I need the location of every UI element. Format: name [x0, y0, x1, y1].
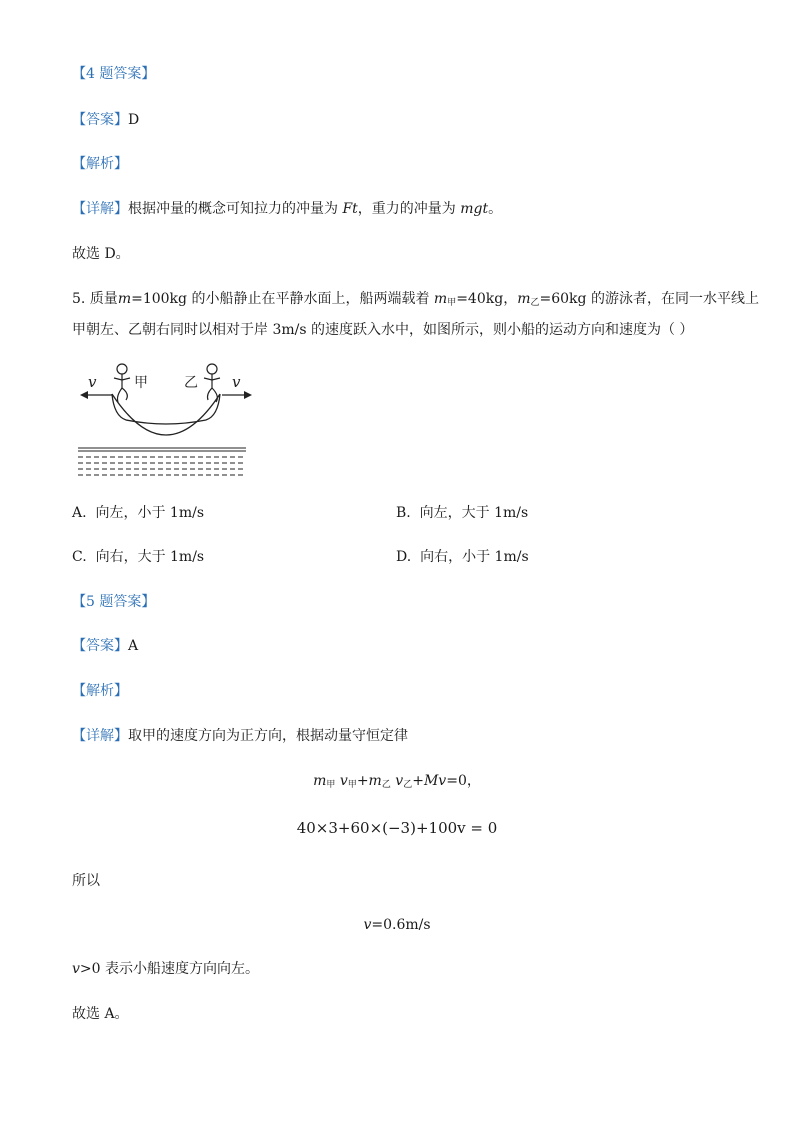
option-b[interactable] [396, 503, 528, 523]
option-b-text: 向左，大于 1m/s [419, 505, 529, 521]
q4-answer-header [72, 64, 155, 84]
swimmer-jia [114, 364, 130, 402]
q5-stem-sub-jia: 甲 [447, 298, 457, 308]
q5-therefore: 所以 [72, 873, 100, 889]
q5-stem-m: m [117, 291, 132, 307]
q5-stem-m-jia: m [433, 291, 448, 307]
option-c[interactable] [72, 547, 204, 567]
q4-detail-label: 【详解】 [72, 201, 128, 217]
water [78, 448, 246, 475]
label-yi: 乙 [184, 375, 198, 391]
q5-answer-line [72, 636, 138, 656]
left-velocity-arrow [80, 391, 112, 399]
q5-number: 5. [72, 291, 86, 307]
eq1-m-jia: m [313, 773, 327, 789]
boat [112, 394, 220, 435]
q5-analysis-line [72, 681, 128, 701]
option-a-key: A. [72, 505, 87, 521]
q5-interpretation [72, 959, 259, 979]
q4-detail-var-2: mgt [460, 201, 489, 217]
label-v-left: v [88, 373, 97, 391]
option-d-text: 向右，小于 1m/s [420, 549, 529, 565]
q5-detail-line [72, 726, 408, 746]
q4-analysis-line [72, 154, 128, 174]
q5-analysis-label: 【解析】 [72, 683, 128, 699]
option-a[interactable] [72, 503, 204, 523]
q5-stem-line-2: 甲朝左、乙朝右同时以相对于岸 3m/s 的速度跃入水中，如图所示，则小船的运动方向和速度为（ ） [72, 322, 694, 338]
option-b-key: B. [396, 505, 411, 521]
q4-answer-value: D [128, 112, 140, 128]
q4-answer-label: 【答案】 [72, 112, 128, 128]
q5-answer-label: 【答案】 [72, 638, 128, 654]
eq1-plus-1: + [356, 773, 369, 789]
option-d-key: D. [396, 549, 412, 565]
option-a-text: 向左，小于 1m/s [95, 505, 205, 521]
right-velocity-arrow [222, 391, 252, 399]
q4-detail-var-1: Ft [342, 201, 358, 217]
q4-conclusion: 故选 D。 [72, 246, 130, 262]
q4-detail-text-3: 。 [488, 201, 503, 217]
label-jia: 甲 [134, 375, 148, 391]
eq1-tail: =0， [446, 773, 481, 789]
eq1-v-yi: v [395, 773, 404, 789]
q5-stem-sub-yi: 乙 [530, 298, 540, 308]
eq1-sub-yi-1: 乙 [381, 780, 391, 790]
q5-stem-part-3: =40kg， [456, 291, 518, 307]
q4-detail-line [72, 199, 502, 219]
q4-analysis-label: 【解析】 [72, 156, 128, 172]
q5-answer-value: A [128, 638, 139, 654]
option-c-key: C. [72, 549, 87, 565]
q5-stem-part-4: =60kg 的游泳者，在同一水平线上 [539, 291, 759, 307]
q5-header-label: 【5 题答案】 [72, 594, 156, 610]
q5-detail-label: 【详解】 [72, 728, 128, 744]
q5-answer-header [72, 592, 155, 612]
eq1-m-yi: m [368, 773, 382, 789]
eq1-sub-jia-2: 甲 [347, 780, 357, 790]
boat-figure [74, 356, 254, 484]
result-rest: =0.6m/s [371, 917, 431, 933]
q5-detail-text: 取甲的速度方向为正方向，根据动量守恒定律 [128, 728, 408, 744]
q5-conclusion: 故选 A。 [72, 1006, 129, 1022]
option-d[interactable] [396, 547, 529, 567]
momentum-equation-symbolic [0, 771, 794, 795]
label-v-right: v [232, 373, 241, 391]
eq1-sub-yi-2: 乙 [403, 780, 413, 790]
option-c-text: 向右，大于 1m/s [95, 549, 205, 565]
eq1-Mv: Mv [423, 773, 447, 789]
q5-stem-m-yi: m [517, 291, 531, 307]
q4-header-label: 【4 题答案】 [72, 66, 156, 82]
q4-detail-text-1: 根据冲量的概念可知拉力的冲量为 [128, 201, 338, 217]
eq1-v-jia: v [339, 773, 348, 789]
result-var: v [363, 917, 372, 933]
q5-stem-part-1: 质量 [89, 291, 118, 307]
eq1-plus-2: + [412, 773, 424, 789]
q4-answer-line [72, 110, 139, 130]
q5-stem-part-2: =100kg 的小船静止在平静水面上，船两端载着 [131, 291, 430, 307]
swimmer-yi [204, 364, 220, 402]
momentum-equation-numeric: 40×3+60×(−3)+100v = 0 [296, 819, 498, 837]
interp-var: v [72, 961, 80, 977]
q4-detail-text-2: ，重力的冲量为 [357, 201, 456, 217]
q5-stem-line-1 [72, 289, 759, 313]
interp-rest: >0 表示小船速度方向向左。 [79, 961, 260, 977]
result-equation [0, 915, 794, 935]
eq1-sub-jia-1: 甲 [326, 780, 336, 790]
